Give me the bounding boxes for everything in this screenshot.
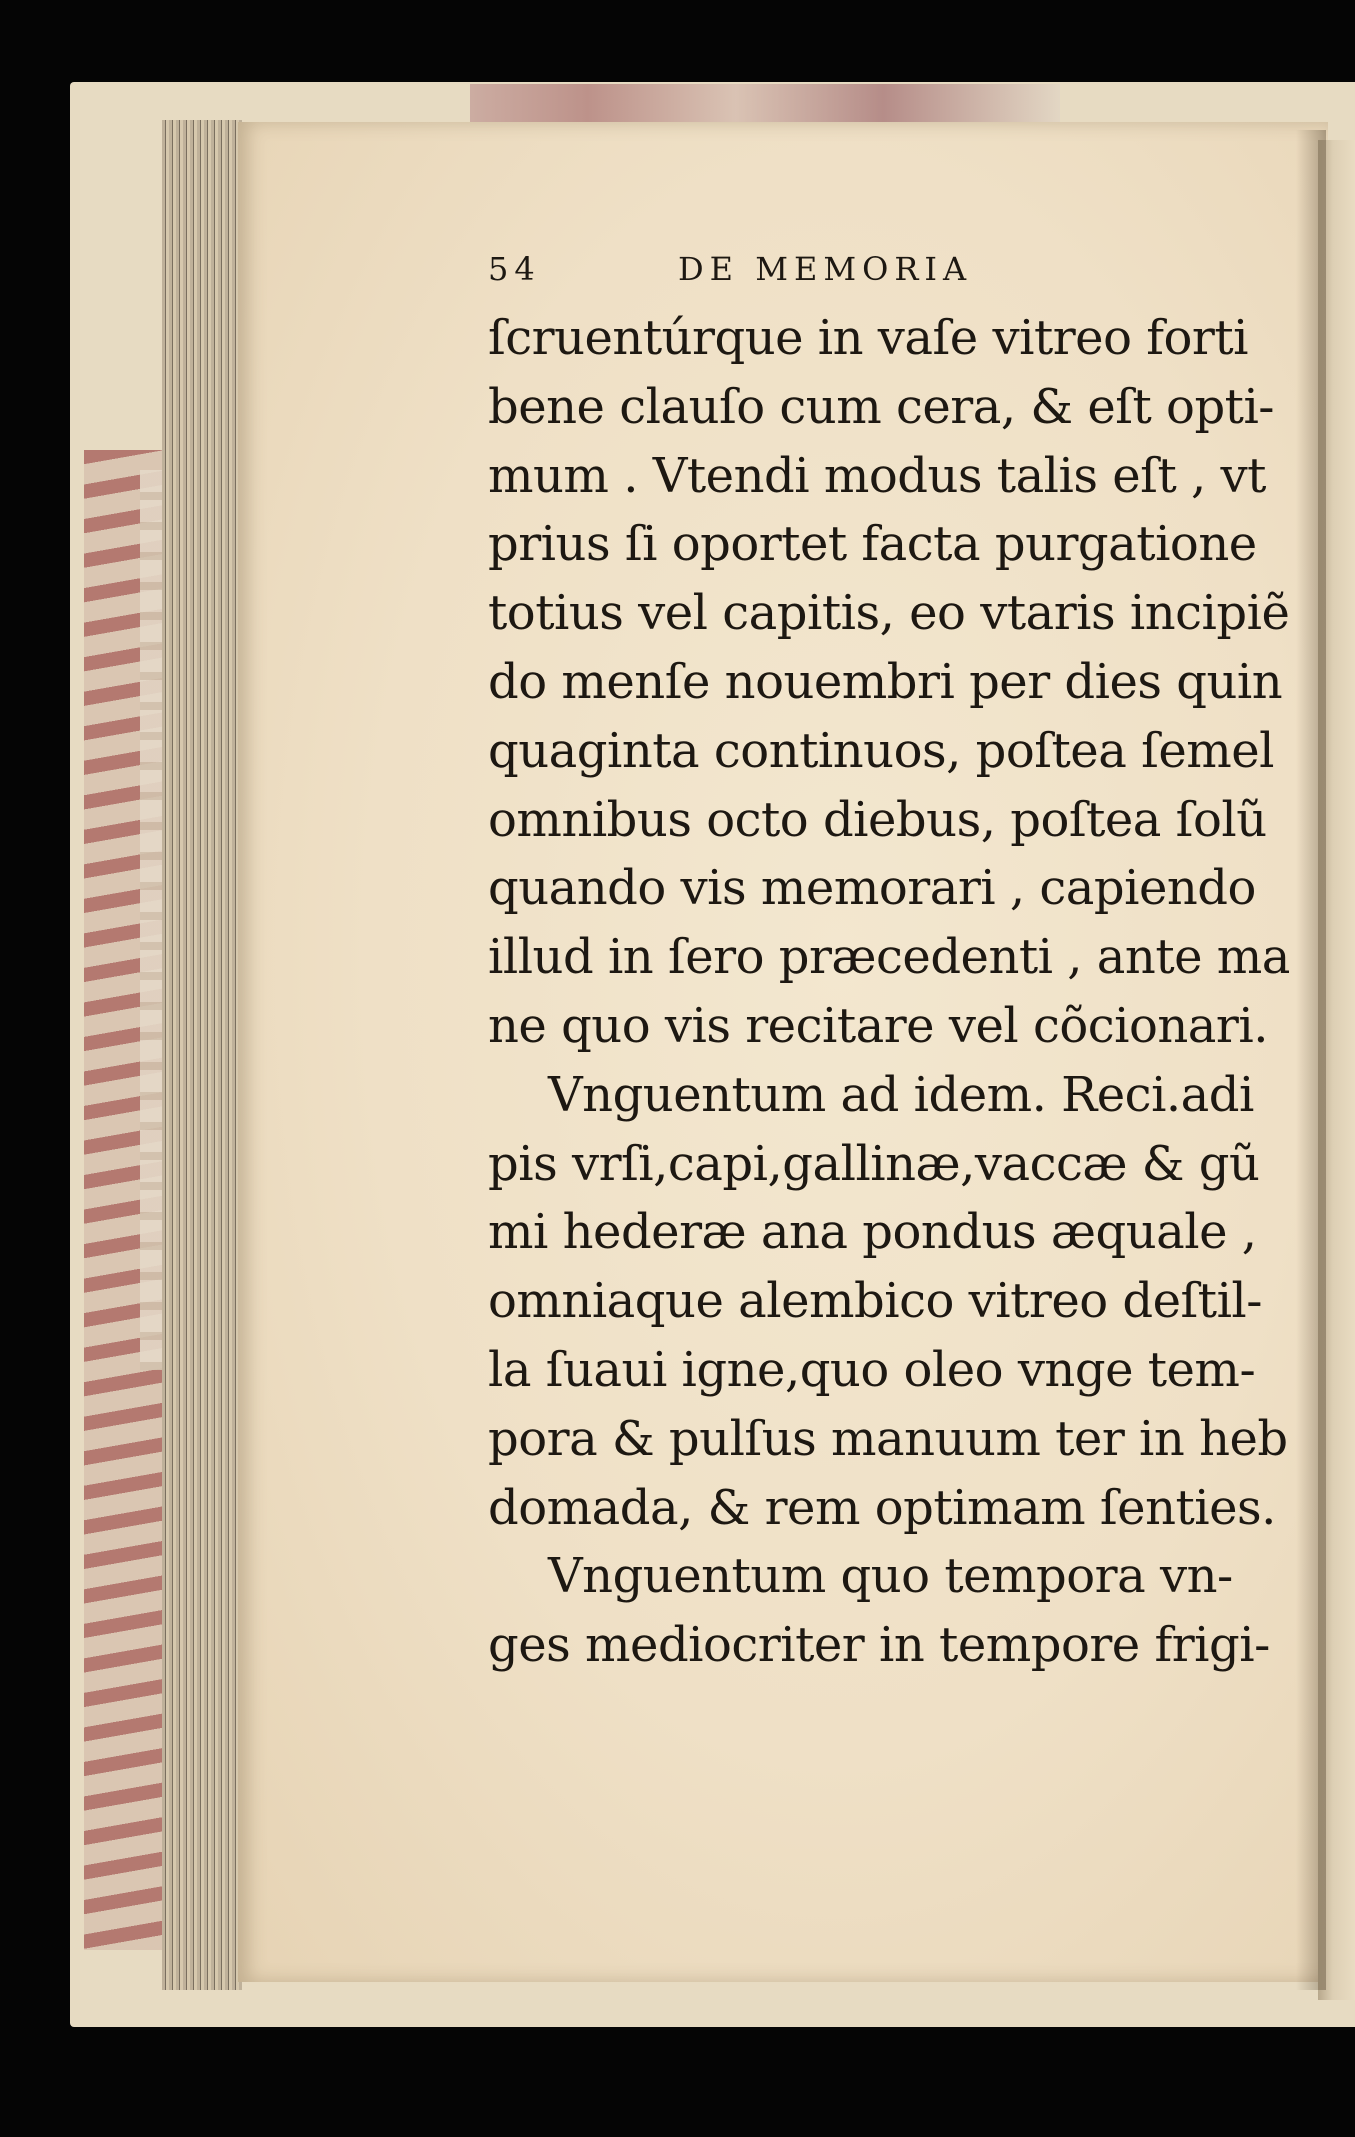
text-line: prius ſi oportet facta purgatione (488, 516, 1257, 573)
text-line: quaginta continuos, poſtea ſemel (488, 722, 1275, 779)
printed-text-block (488, 250, 1290, 1680)
text-line: mi hederæ ana pondus æquale , (488, 1204, 1257, 1261)
text-line: quando vis memorari , capiendo (488, 860, 1256, 917)
text-line: Vnguentum ad idem. Reci.adi (548, 1066, 1254, 1123)
text-line: la ſuaui igne,quo oleo vnge tem- (488, 1341, 1256, 1398)
text-line: pora & pulſus manuum ter in heb (488, 1410, 1288, 1467)
text-lines (488, 304, 1290, 1680)
page-number: 54 (488, 250, 541, 288)
text-line: domada, & rem optimam ſenties. (488, 1479, 1276, 1536)
text-line: do menſe nouembri per dies quin (488, 653, 1283, 710)
page-header (488, 250, 1248, 304)
gutter-shadow (1296, 130, 1326, 1990)
text-line: mum . Vtendi modus talis eſt , vt (488, 447, 1266, 504)
text-line: totius vel capitis, eo vtaris incipiẽ (488, 585, 1290, 642)
text-line: illud in ſero præcedenti , ante ma (488, 929, 1290, 986)
text-line: Vnguentum quo tempora vn- (548, 1548, 1233, 1605)
text-line: ſcruentúrque in vaſe vitreo forti (488, 310, 1248, 366)
text-line: bene clauſo cum cera, & eſt opti- (488, 378, 1275, 435)
running-head: DE MEMORIA (678, 250, 973, 288)
page-edges (162, 120, 242, 1990)
text-line: ne quo vis recitare vel cõcionari. (488, 997, 1268, 1054)
text-line: omniaque alembico vitreo deſtil- (488, 1273, 1262, 1330)
text-line: omnibus octo diebus, poſtea ſolũ (488, 791, 1267, 848)
text-line: pis vrſi,capi,gallinæ,vaccæ & gũ (488, 1135, 1260, 1192)
text-line: ges mediocriter in tempore frigi- (488, 1617, 1270, 1674)
